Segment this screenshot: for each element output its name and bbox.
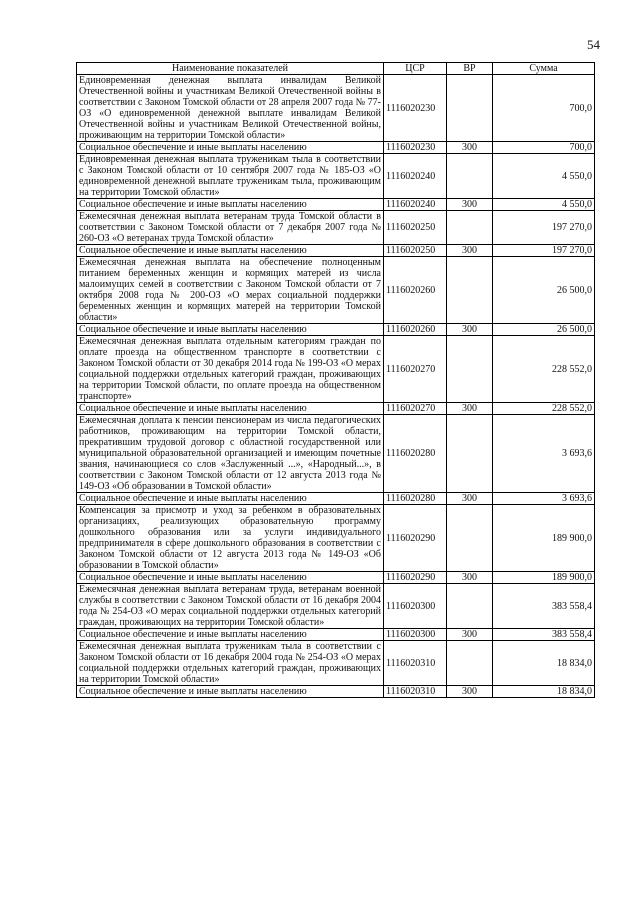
- name-cell: Ежемесячная денежная выплата ветеранам труда Томской области в соответствии с Законом Томской области от 7 декабря 2007 года № 260-ОЗ «О ветеранах труда Томской области»: [77, 211, 384, 245]
- sum-cell: 4 550,0: [493, 154, 595, 199]
- vr-cell: 300: [447, 629, 493, 641]
- name-cell: Единовременная денежная выплата инвалидам Великой Отечественной войны и участникам Великой Отечественной войны в соответствии с Законом Томской области от 28 апреля 2007 года № 77-ОЗ «О единовременной денежной выплате инвалидам Великой Отечественной войны и участникам Великой Отечественной войны, проживающим на территории Томской области»: [77, 75, 384, 142]
- table-row: [77, 336, 595, 403]
- table-row: [77, 686, 595, 698]
- vr-cell: 300: [447, 324, 493, 336]
- table-row: [77, 324, 595, 336]
- csr-cell: 1116020260: [384, 257, 447, 324]
- table-row: [77, 245, 595, 257]
- sum-cell: 189 900,0: [493, 572, 595, 584]
- vr-cell: 300: [447, 493, 493, 505]
- csr-cell: 1116020230: [384, 142, 447, 154]
- csr-cell: 1116020280: [384, 415, 447, 493]
- table-row: [77, 403, 595, 415]
- name-cell: Единовременная денежная выплата труженикам тыла в соответствии с Законом Томской области от 10 сентября 2007 года № 185-ОЗ «О единовременной денежной выплате труженикам тыла, проживающим на территории Томской области»: [77, 154, 384, 199]
- csr-cell: 1116020230: [384, 75, 447, 142]
- vr-cell: [447, 505, 493, 572]
- name-cell: Ежемесячная денежная выплата ветеранам труда, ветеранам военной службы в соответствии с Законом Томской области от 16 декабря 2004 года № 254-ОЗ «О мерах социальной поддержки отдельных категорий граждан, проживающих на территории Томской области»: [77, 584, 384, 629]
- sum-cell: 700,0: [493, 75, 595, 142]
- name-cell: Социальное обеспечение и иные выплаты населению: [77, 245, 384, 257]
- csr-cell: 1116020300: [384, 629, 447, 641]
- budget-table: [76, 62, 595, 698]
- table-row: [77, 199, 595, 211]
- vr-cell: [447, 211, 493, 245]
- sum-cell: 18 834,0: [493, 641, 595, 686]
- vr-cell: 300: [447, 245, 493, 257]
- table-row: [77, 572, 595, 584]
- table-row: [77, 211, 595, 245]
- table-header-row: [77, 63, 595, 75]
- csr-cell: 1116020290: [384, 505, 447, 572]
- vr-cell: 300: [447, 572, 493, 584]
- table-row: [77, 505, 595, 572]
- vr-cell: [447, 154, 493, 199]
- table-row: [77, 75, 595, 142]
- csr-cell: 1116020270: [384, 403, 447, 415]
- sum-cell: 700,0: [493, 142, 595, 154]
- table-row: [77, 142, 595, 154]
- csr-cell: 1116020290: [384, 572, 447, 584]
- sum-cell: 26 500,0: [493, 257, 595, 324]
- sum-cell: 197 270,0: [493, 211, 595, 245]
- csr-cell: 1116020260: [384, 324, 447, 336]
- sum-cell: 228 552,0: [493, 403, 595, 415]
- name-cell: Социальное обеспечение и иные выплаты населению: [77, 403, 384, 415]
- header-sum: Сумма: [493, 63, 595, 75]
- name-cell: Социальное обеспечение и иные выплаты населению: [77, 572, 384, 584]
- vr-cell: [447, 641, 493, 686]
- name-cell: Социальное обеспечение и иные выплаты населению: [77, 629, 384, 641]
- vr-cell: 300: [447, 403, 493, 415]
- sum-cell: 4 550,0: [493, 199, 595, 211]
- csr-cell: 1116020300: [384, 584, 447, 629]
- name-cell: Компенсация за присмотр и уход за ребенком в образовательных организациях, реализующих образовательную программу дошкольного образования или за услуги индивидуального предпринимателя в сфере дошкольного образования в соответствии с Законом Томской области от 12 августа 2013 года № 149-ОЗ «Об образовании в Томской области»: [77, 505, 384, 572]
- csr-cell: 1116020240: [384, 154, 447, 199]
- sum-cell: 3 693,6: [493, 415, 595, 493]
- csr-cell: 1116020250: [384, 211, 447, 245]
- sum-cell: 26 500,0: [493, 324, 595, 336]
- name-cell: Ежемесячная денежная выплата на обеспечение полноценным питанием беременных женщин и кормящих матерей из числа малоимущих семей в соответствии с Законом Томской области от 7 октября 2008 года № 200-ОЗ «О мерах социальной поддержки беременных женщин и кормящих матерей на территории Томской области»: [77, 257, 384, 324]
- header-csr: ЦСР: [384, 63, 447, 75]
- sum-cell: 3 693,6: [493, 493, 595, 505]
- vr-cell: 300: [447, 199, 493, 211]
- csr-cell: 1116020250: [384, 245, 447, 257]
- sum-cell: 383 558,4: [493, 629, 595, 641]
- name-cell: Социальное обеспечение и иные выплаты населению: [77, 199, 384, 211]
- sum-cell: 228 552,0: [493, 336, 595, 403]
- vr-cell: 300: [447, 686, 493, 698]
- csr-cell: 1116020280: [384, 493, 447, 505]
- name-cell: Ежемесячная доплата к пенсии пенсионерам из числа педагогических работников, проживающим на территории Томской области, прекратившим трудовой договор с областной государственной или муниципальной образовательной организацией и имеющим почетные звания, начинающиеся со слов «Заслуженный ...», «Народный...», в соответствии с Законом Томской области от 12 августа 2013 года № 149-ОЗ «Об образовании в Томской области»: [77, 415, 384, 493]
- name-cell: Социальное обеспечение и иные выплаты населению: [77, 686, 384, 698]
- table-row: [77, 415, 595, 493]
- vr-cell: [447, 257, 493, 324]
- vr-cell: [447, 584, 493, 629]
- name-cell: Социальное обеспечение и иные выплаты населению: [77, 493, 384, 505]
- csr-cell: 1116020240: [384, 199, 447, 211]
- page-number: 54: [587, 37, 600, 52]
- sum-cell: 189 900,0: [493, 505, 595, 572]
- vr-cell: [447, 75, 493, 142]
- csr-cell: 1116020270: [384, 336, 447, 403]
- sum-cell: 18 834,0: [493, 686, 595, 698]
- table-row: [77, 641, 595, 686]
- table-row: [77, 629, 595, 641]
- table-row: [77, 584, 595, 629]
- csr-cell: 1116020310: [384, 686, 447, 698]
- csr-cell: 1116020310: [384, 641, 447, 686]
- table-row: [77, 493, 595, 505]
- sum-cell: 383 558,4: [493, 584, 595, 629]
- name-cell: Социальное обеспечение и иные выплаты населению: [77, 142, 384, 154]
- table-body: [77, 75, 595, 698]
- table-row: [77, 257, 595, 324]
- name-cell: Ежемесячная денежная выплата отдельным категориям граждан по оплате проезда на общественном транспорте в соответствии с Законом Томской области от 30 декабря 2014 года № 199-ОЗ «О мерах социальной поддержки отдельных категорий граждан, проживающих на территории Томской области, по оплате проезда на общественном транспорте»: [77, 336, 384, 403]
- sum-cell: 197 270,0: [493, 245, 595, 257]
- header-name: Наименование показателей: [77, 63, 384, 75]
- name-cell: Ежемесячная денежная выплата труженикам тыла в соответствии с Законом Томской области от 16 декабря 2004 года № 254-ОЗ «О мерах социальной поддержки отдельных категорий граждан, проживающих на территории Томской области»: [77, 641, 384, 686]
- vr-cell: [447, 336, 493, 403]
- vr-cell: 300: [447, 142, 493, 154]
- vr-cell: [447, 415, 493, 493]
- table-row: [77, 154, 595, 199]
- name-cell: Социальное обеспечение и иные выплаты населению: [77, 324, 384, 336]
- header-vr: ВР: [447, 63, 493, 75]
